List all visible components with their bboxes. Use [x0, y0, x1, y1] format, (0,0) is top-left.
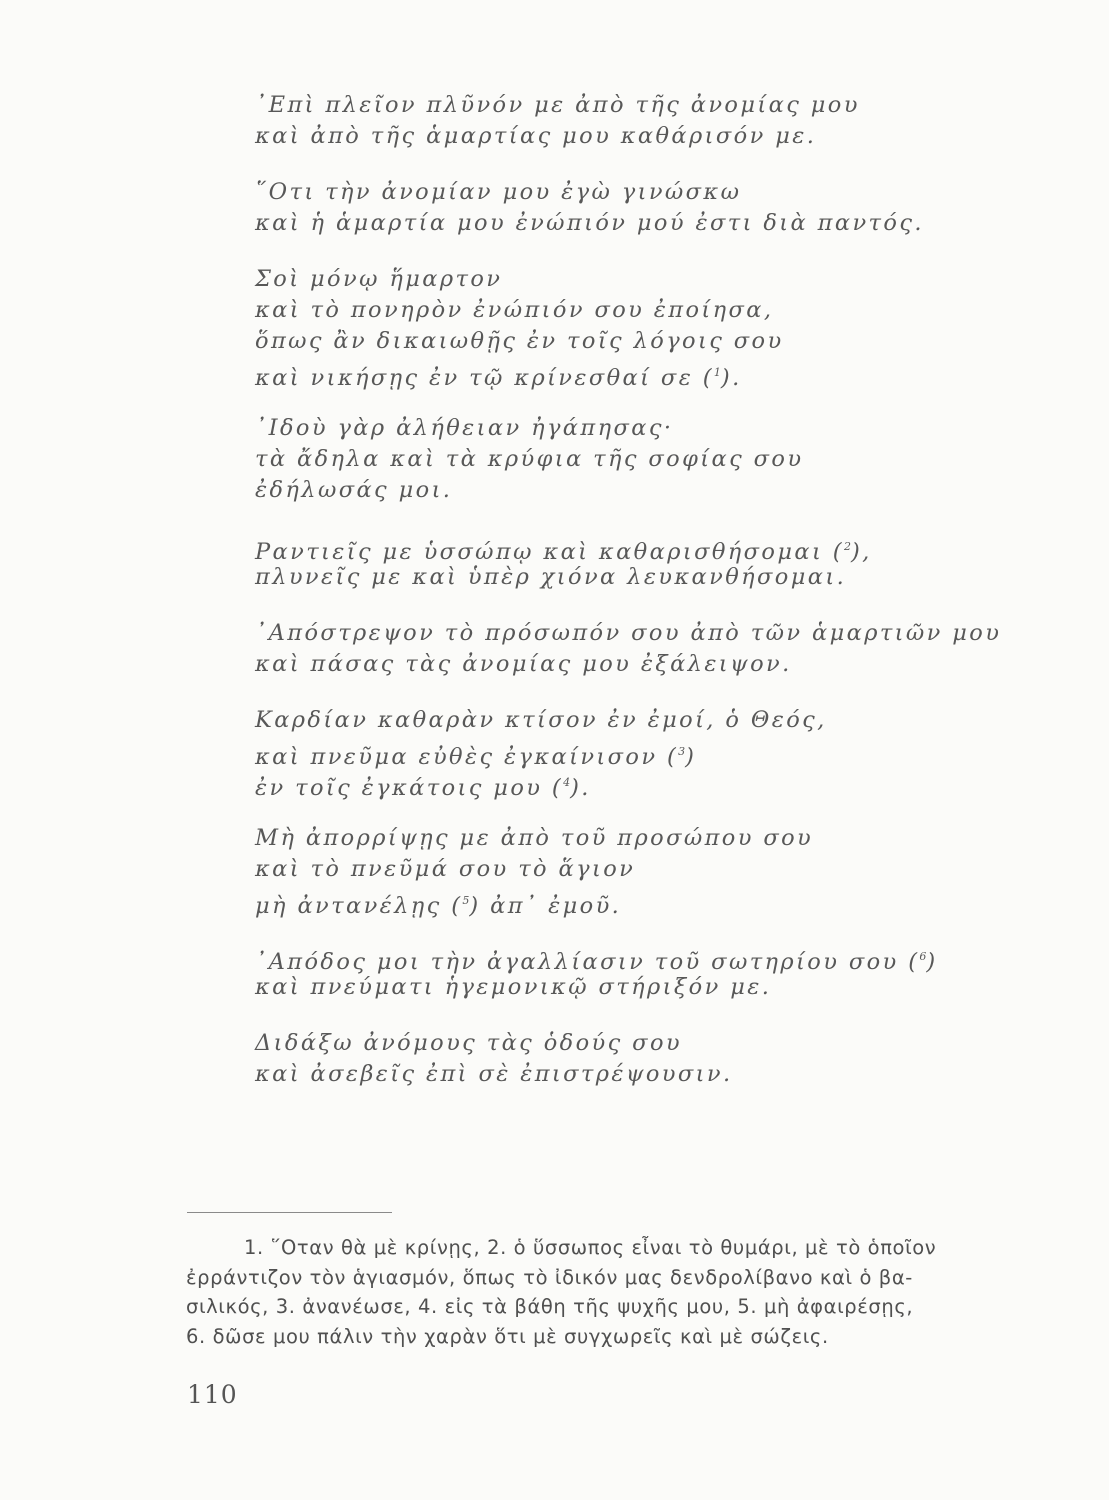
- footnote-marker: 4: [563, 776, 571, 789]
- footnote-marker: 3: [678, 745, 686, 758]
- verse-text: ) ἀπ᾿ ἐμοῦ.: [469, 893, 622, 919]
- verse-line: [255, 885, 975, 919]
- stanza: [255, 941, 975, 1003]
- verse-line: ᾿Απόστρεψον τὸ πρόσωπόν σου ἀπὸ τῶν ἁμαρτιῶν μου: [255, 620, 1002, 646]
- verse-text: ἐν τοῖς ἐγκάτοις μου: [255, 775, 543, 801]
- footnote-line: 1. ῞Οταν θὰ μὲ κρίνῃς, 2. ὁ ὕσσωπος εἶναι τὸ θυμάρι, μὲ τὸ ὁποῖον: [244, 1236, 937, 1259]
- verse-line: Ραντιεῖς με ὑσσώπῳ καὶ καθαρισθήσομαι ($^2$),: [255, 539, 872, 565]
- verse-text: καὶ πνεῦμα εὐθὲς ἐγκαίνισον: [255, 744, 658, 770]
- stanza: [255, 264, 975, 391]
- verse-text: μὴ ἀντανέλῃς (: [255, 893, 463, 919]
- page-number: 110: [187, 1380, 238, 1409]
- verse-line: τὰ ἄδηλα καὶ τὰ κρύφια τῆς σοφίας σου: [255, 446, 804, 472]
- verse-line: Διδάξω ἀνόμους τὰς ὁδούς σου: [255, 1030, 682, 1056]
- stanza: [255, 90, 975, 152]
- footnote-marker: 1: [713, 366, 721, 379]
- verse-line: καὶ ἀσεβεῖς ἐπὶ σὲ ἐπιστρέψουσιν.: [255, 1061, 733, 1087]
- stanza: [255, 531, 975, 593]
- footnote-marker: 6: [919, 950, 927, 963]
- verse-line: ἐδήλωσάς μοι.: [255, 477, 453, 503]
- verse-line: καὶ ἡ ἁμαρτία μου ἐνώπιόν μού ἐστι διὰ παντός.: [255, 210, 924, 236]
- footnotes: [186, 1233, 1026, 1351]
- stanza: [255, 823, 975, 919]
- stanza: [255, 705, 975, 801]
- verse-line: καὶ πνεῦμα εὐθὲς ἐγκαίνισον ($^3$): [255, 744, 697, 770]
- verse-line: καὶ νικήσῃς ἐν τῷ κρίνεσθαί σε ($^1$).: [255, 365, 742, 391]
- stanza: [255, 1028, 975, 1090]
- verse-text: [255, 893, 621, 919]
- stanza: [255, 413, 975, 506]
- stanza: [255, 618, 1002, 680]
- verse-text: καὶ νικήσῃς ἐν τῷ κρίνεσθαί σε: [255, 365, 694, 391]
- verse-line: καὶ τὸ πνεῦμά σου τὸ ἅγιον: [255, 856, 636, 882]
- stanza: [255, 177, 975, 239]
- verse-line: ἐν τοῖς ἐγκάτοις μου ($^4$).: [255, 775, 591, 801]
- verse-line: καὶ πνεύματι ἡγεμονικῷ στήριξόν με.: [255, 974, 772, 1000]
- footnote-line: 6. δῶσε μου πάλιν τὴν χαρὰν ὅτι μὲ συγχωρεῖς καὶ μὲ σώζεις.: [186, 1324, 829, 1348]
- verse-line: ᾿Απόδος μοι τὴν ἀγαλλίασιν τοῦ σωτηρίου σου ($^6$): [255, 949, 938, 975]
- footnote-line: ἐρράντιζον τὸν ἁγιασμόν, ὅπως τὸ ἰδικόν μας δενδρολίβανο καὶ ὁ βα-: [186, 1265, 913, 1289]
- verse-line: ὅπως ἂν δικαιωθῇς ἐν τοῖς λόγοις σου: [255, 328, 784, 354]
- footnote-line: σιλικός, 3. ἀνανέωσε, 4. εἰς τὰ βάθη τῆς ψυχῆς μου, 5. μὴ ἀφαιρέσῃς,: [186, 1295, 914, 1318]
- footnote-marker: 5: [462, 894, 470, 907]
- verse-line: καὶ τὸ πονηρὸν ἐνώπιόν σου ἐποίησα,: [255, 297, 774, 323]
- verse-line: καὶ ἀπὸ τῆς ἁμαρτίας μου καθάρισόν με.: [255, 123, 817, 149]
- verse-line: ᾿Ιδοὺ γὰρ ἀλήθειαν ἠγάπησας·: [255, 415, 674, 441]
- footnote-divider: [187, 1212, 392, 1213]
- verse-line: ᾿Επὶ πλεῖον πλῦνόν με ἀπὸ τῆς ἀνομίας μου: [255, 92, 860, 118]
- verse-line: ῞Οτι τὴν ἀνομίαν μου ἐγὼ γινώσκω: [255, 179, 742, 205]
- verse-line: πλυνεῖς με καὶ ὑπὲρ χιόνα λευκανθήσομαι.: [255, 564, 847, 590]
- psalm-text: [255, 90, 1002, 1115]
- verse-text: ᾿Απόδος μοι τὴν ἀγαλλίασιν τοῦ σωτηρίου σου: [255, 949, 899, 975]
- verse-line: Σοὶ μόνῳ ἥμαρτον: [255, 266, 503, 292]
- verse-text: Ραντιεῖς με ὑσσώπῳ καὶ καθαρισθήσομαι: [255, 539, 824, 565]
- footnote-marker: 2: [843, 540, 851, 553]
- verse-line: καὶ πάσας τὰς ἀνομίας μου ἐξάλειψον.: [255, 651, 792, 677]
- verse-line: Μὴ ἀπορρίψῃς με ἀπὸ τοῦ προσώπου σου: [255, 825, 814, 851]
- verse-line: Καρδίαν καθαρὰν κτίσον ἐν ἐμοί, ὁ Θεός,: [255, 707, 827, 733]
